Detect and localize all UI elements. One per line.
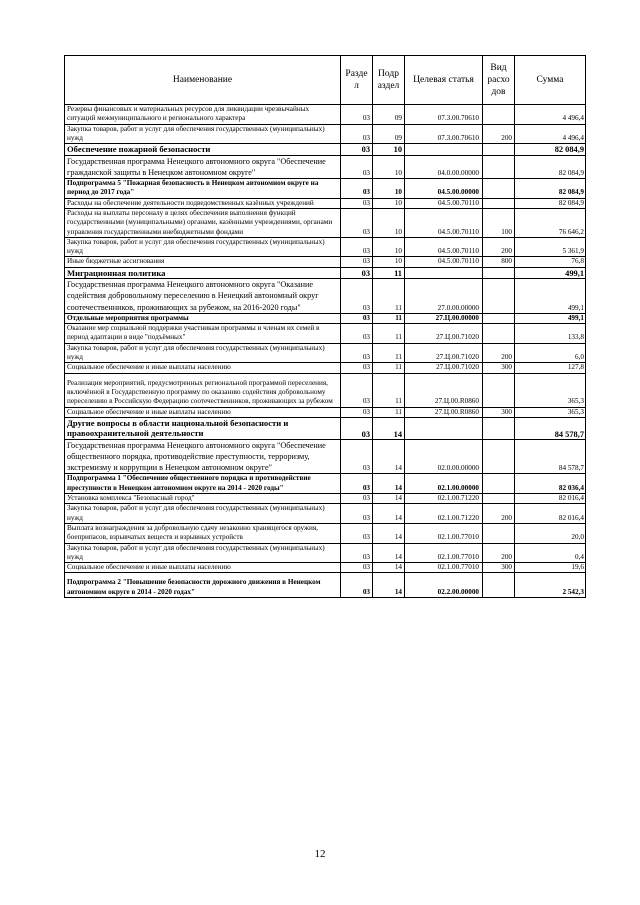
row-target: 02.1.00.71220 [405,504,483,524]
row-razdel: 03 [341,573,373,598]
row-vid [483,523,515,543]
row-name: Социальное обеспечение и иные выплаты населению [65,363,341,373]
header-razdel: Разде л [341,56,373,105]
row-target: 04.5.00.70110 [405,208,483,237]
row-sum: 82 084,9 [515,198,586,208]
row-sum: 4 496,4 [515,105,586,125]
row-name: Закупка товаров, работ и услуг для обеспечения государственных (муниципальных) нужд [65,237,341,257]
row-target [405,417,483,439]
row-target [405,267,483,279]
header-podrazdel: Подр аздел [373,56,405,105]
row-name: Установка комплекса "Безопасный город" [65,494,341,504]
header-sum: Сумма [515,56,586,105]
row-sum: 133,8 [515,324,586,344]
row-vid [483,105,515,125]
row-podrazdel: 11 [373,373,405,407]
table-row [65,155,586,178]
row-podrazdel: 11 [373,407,405,417]
row-vid [483,573,515,598]
budget-table [64,55,586,598]
row-podrazdel: 14 [373,523,405,543]
row-razdel: 03 [341,208,373,237]
row-podrazdel: 11 [373,313,405,323]
row-razdel: 03 [341,494,373,504]
table-row [65,543,586,563]
row-name: Реализация мероприятий, предусмотренных региональной программой переселения, включённой в Государственную программу по оказанию содействия добровольному переселению в Российскую Федерацию соотечественников, проживающих за рубежом [65,373,341,407]
table-row [65,417,586,439]
row-sum: 76,8 [515,257,586,267]
row-target: 04.5.00.70110 [405,257,483,267]
row-name: Закупка товаров, работ и услуг для обеспечения государственных (муниципальных) нужд [65,504,341,524]
row-vid: 200 [483,543,515,563]
row-razdel: 03 [341,257,373,267]
row-podrazdel: 10 [373,179,405,199]
table-row [65,407,586,417]
row-sum: 84 578,7 [515,439,586,474]
row-name: Резервы финансовых и материальных ресурсов для ликвидации чрезвычайных ситуаций межмуниципального и регионального характера [65,105,341,125]
row-target: 02.1.00.77010 [405,543,483,563]
row-razdel: 03 [341,439,373,474]
row-target: 02.1.00.77010 [405,523,483,543]
row-podrazdel: 11 [373,279,405,314]
row-podrazdel: 09 [373,124,405,144]
row-vid [483,144,515,156]
row-razdel: 03 [341,373,373,407]
table-row [65,504,586,524]
row-vid: 200 [483,504,515,524]
row-name: Подпрограмма 1 "Обеспечение общественного порядка и противодействие преступности в Ненецком автономном округе на 2014 - 2020 годы" [65,474,341,494]
header-vid: Вид расхо дов [483,56,515,105]
row-name: Отдельные мероприятия программы [65,313,341,323]
row-target: 04.5.00.70110 [405,198,483,208]
row-podrazdel: 10 [373,257,405,267]
row-name: Иные бюджетные ассигнования [65,257,341,267]
table-row [65,279,586,314]
row-vid [483,494,515,504]
row-razdel: 03 [341,363,373,373]
row-sum: 127,8 [515,363,586,373]
row-sum: 82 016,4 [515,504,586,524]
table-row [65,343,586,363]
row-razdel: 03 [341,407,373,417]
row-name: Государственная программа Ненецкого автономного округа "Обеспечение гражданской защиты в Ненецком автономном округе" [65,155,341,178]
row-name: Закупка товаров, работ и услуг для обеспечения государственных (муниципальных) нужд [65,543,341,563]
row-podrazdel: 11 [373,363,405,373]
row-name: Государственная программа Ненецкого автономного округа "Оказание содействия добровольному переселению в Ненецкий автономный округ соотечественников, проживающих за рубежом, на 2016-2020 годы" [65,279,341,314]
row-razdel: 03 [341,563,373,573]
row-name: Оказание мер социальной поддержки участникам программы и членам их семей в период адаптации в виде "подъёмных" [65,324,341,344]
row-target: 27.Ц.00.71020 [405,343,483,363]
row-razdel: 03 [341,543,373,563]
table-row [65,144,586,156]
row-razdel: 03 [341,279,373,314]
row-sum: 82 084,9 [515,179,586,199]
table-row [65,179,586,199]
row-razdel: 03 [341,237,373,257]
row-razdel: 03 [341,155,373,178]
table-row [65,267,586,279]
row-name: Обеспечение пожарной безопасности [65,144,341,156]
row-target: 27.Ц.00.R0860 [405,373,483,407]
row-target: 02.1.00.77010 [405,563,483,573]
row-podrazdel: 14 [373,504,405,524]
row-vid: 300 [483,407,515,417]
table-row [65,313,586,323]
row-target: 04.0.00.00000 [405,155,483,178]
table-row [65,237,586,257]
row-target: 27.Ц.00.71020 [405,363,483,373]
row-name: Закупка товаров, работ и услуг для обеспечения государственных (муниципальных) нужд [65,343,341,363]
row-podrazdel: 10 [373,198,405,208]
row-vid [483,474,515,494]
table-row [65,208,586,237]
row-razdel: 03 [341,144,373,156]
row-name: Социальное обеспечение и иные выплаты населению [65,563,341,573]
table-row [65,523,586,543]
row-razdel: 03 [341,267,373,279]
row-sum: 82 084,9 [515,155,586,178]
row-podrazdel: 14 [373,543,405,563]
row-name: Миграционная политика [65,267,341,279]
row-vid: 200 [483,343,515,363]
row-vid: 300 [483,363,515,373]
table-row [65,324,586,344]
row-sum: 82 036,4 [515,474,586,494]
row-podrazdel: 14 [373,474,405,494]
row-name: Подпрограмма 5 "Пожарная безопасность в Ненецком автономном округе на период до 2017 года" [65,179,341,199]
row-sum: 499,1 [515,267,586,279]
row-target: 02.1.00.00000 [405,474,483,494]
row-podrazdel: 09 [373,105,405,125]
header-row [65,56,586,105]
table-row [65,363,586,373]
header-target: Целевая статья [405,56,483,105]
row-vid: 200 [483,124,515,144]
table-row [65,573,586,598]
row-sum: 82 016,4 [515,494,586,504]
table-row [65,494,586,504]
row-podrazdel: 10 [373,144,405,156]
table-row [65,474,586,494]
table-body [65,105,586,598]
table-row [65,257,586,267]
row-razdel: 03 [341,417,373,439]
row-sum: 499,1 [515,313,586,323]
row-target [405,144,483,156]
row-vid [483,198,515,208]
row-target: 27.Ц.00.R0860 [405,407,483,417]
row-sum: 365,3 [515,407,586,417]
row-vid [483,155,515,178]
row-target: 02.1.00.71220 [405,494,483,504]
page-number: 12 [314,848,326,860]
row-target: 07.3.00.70610 [405,105,483,125]
row-razdel: 03 [341,198,373,208]
row-target: 04.5.00.70110 [405,237,483,257]
row-target: 04.5.00.00000 [405,179,483,199]
row-razdel: 03 [341,105,373,125]
table-row [65,439,586,474]
row-name: Расходы на обеспечение деятельности подведомственных казённых учреждений [65,198,341,208]
row-razdel: 03 [341,124,373,144]
row-podrazdel: 14 [373,494,405,504]
row-sum: 2 542,3 [515,573,586,598]
row-vid [483,313,515,323]
row-podrazdel: 14 [373,439,405,474]
table-row [65,373,586,407]
row-sum: 82 084,9 [515,144,586,156]
row-name: Закупка товаров, работ и услуг для обеспечения государственных (муниципальных) нужд [65,124,341,144]
row-name: Выплата вознаграждения за добровольную сдачу незаконно хранящегося оружия, боеприпасов, взрывчатых веществ и взрывных устройств [65,523,341,543]
header-name: Наименование [65,56,341,105]
row-sum: 4 496,4 [515,124,586,144]
row-podrazdel: 11 [373,343,405,363]
row-vid [483,439,515,474]
row-vid: 300 [483,563,515,573]
table-row [65,563,586,573]
table-row [65,105,586,125]
row-vid [483,279,515,314]
row-podrazdel: 14 [373,563,405,573]
row-vid: 800 [483,257,515,267]
row-razdel: 03 [341,523,373,543]
row-vid [483,373,515,407]
row-sum: 499,1 [515,279,586,314]
row-target: 27.Ц.00.00000 [405,313,483,323]
row-name: Подпрограмма 2 "Повышение безопасности дорожного движения в Ненецком автономном округе в 2014 - 2020 годах" [65,573,341,598]
row-target: 02.2.00.00000 [405,573,483,598]
row-vid [483,267,515,279]
row-vid [483,417,515,439]
row-razdel: 03 [341,179,373,199]
row-podrazdel: 11 [373,267,405,279]
row-podrazdel: 10 [373,237,405,257]
row-podrazdel: 14 [373,417,405,439]
row-podrazdel: 11 [373,324,405,344]
row-sum: 20,0 [515,523,586,543]
row-vid [483,179,515,199]
row-name: Расходы на выплаты персоналу в целях обеспечения выполнения функций государственными (муниципальными) органами, казёнными учреждениями, органами управления государственными внебюджетными фондами [65,208,341,237]
row-razdel: 03 [341,504,373,524]
row-sum: 0,4 [515,543,586,563]
table-row [65,124,586,144]
table-row [65,198,586,208]
row-name: Другие вопросы в области национальной безопасности и правоохранительной деятельности [65,417,341,439]
row-vid: 100 [483,208,515,237]
row-podrazdel: 10 [373,208,405,237]
row-name: Государственная программа Ненецкого автономного округа "Обеспечение общественного порядка, противодействие преступности, терроризму, экстремизму и коррупции в Ненецком автономном округе" [65,439,341,474]
row-razdel: 03 [341,324,373,344]
row-sum: 76 646,2 [515,208,586,237]
row-target: 02.0.00.00000 [405,439,483,474]
row-vid [483,324,515,344]
row-name: Социальное обеспечение и иные выплаты населению [65,407,341,417]
row-sum: 5 361,9 [515,237,586,257]
row-vid: 200 [483,237,515,257]
row-target: 07.3.00.70610 [405,124,483,144]
row-sum: 365,3 [515,373,586,407]
row-razdel: 03 [341,343,373,363]
row-target: 27.Ц.00.71020 [405,324,483,344]
row-razdel: 03 [341,313,373,323]
row-sum: 84 578,7 [515,417,586,439]
row-sum: 19,6 [515,563,586,573]
row-sum: 6,0 [515,343,586,363]
row-target: 27.0.00.00000 [405,279,483,314]
row-razdel: 03 [341,474,373,494]
row-podrazdel: 14 [373,573,405,598]
row-podrazdel: 10 [373,155,405,178]
